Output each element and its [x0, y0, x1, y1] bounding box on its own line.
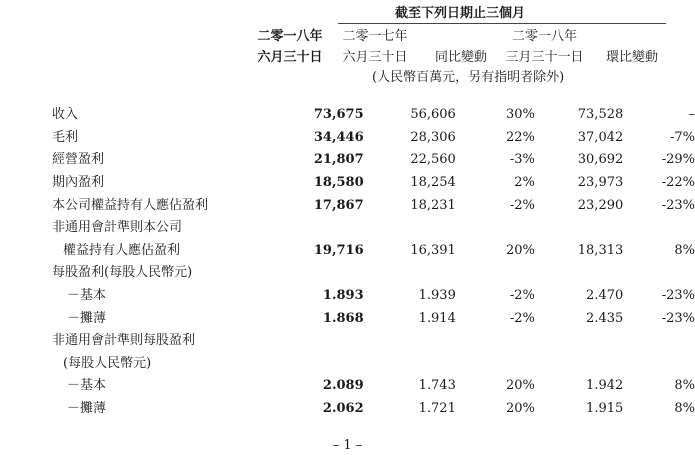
- qoq-change: –: [688, 107, 695, 123]
- value-2018-q2: 1.893: [322, 288, 364, 304]
- row-label: 本公司權益持有人應佔盈利: [52, 197, 209, 213]
- table-row: [52, 240, 695, 263]
- table-row: [52, 217, 695, 240]
- qoq-change: -29%: [661, 152, 695, 168]
- value-2017-q2: 1.939: [418, 288, 456, 304]
- qoq-change: [623, 330, 695, 353]
- value-2018-q1: 30,692: [577, 152, 624, 168]
- value-2018-q2: [276, 330, 364, 353]
- row-label: －攤薄: [67, 401, 107, 417]
- row-label: 毛利: [52, 129, 79, 145]
- value-2018-q2: 34,446: [313, 129, 364, 145]
- col5-header: 環比變動: [605, 50, 658, 65]
- row-label: 非通用會計準則每股盈利: [52, 333, 196, 349]
- value-2018-q1: 2.435: [586, 310, 624, 326]
- value-2018-q1: [535, 330, 623, 353]
- financial-table: [52, 104, 695, 420]
- value-2018-q2: 17,867: [313, 197, 364, 213]
- period-title-underline: [338, 23, 666, 24]
- table-row: [52, 353, 695, 376]
- value-2017-q2: [364, 217, 456, 240]
- qoq-change: -23%: [661, 288, 695, 304]
- table-row: [52, 262, 695, 285]
- value-2018-q2: 2.089: [322, 378, 364, 394]
- yoy-change: 2%: [514, 175, 535, 191]
- yoy-change: -2%: [509, 310, 535, 326]
- yoy-change: -2%: [509, 288, 535, 304]
- value-2017-q2: [364, 353, 456, 376]
- value-2017-q2: 18,254: [410, 175, 456, 191]
- yoy-change: -3%: [509, 152, 535, 168]
- table-row: [52, 307, 695, 330]
- value-2018-q1: 18,313: [577, 242, 624, 258]
- yoy-change: [456, 330, 535, 353]
- table-row: [52, 127, 695, 150]
- table-row: [52, 172, 695, 195]
- col1-header-line1: 二零一八年: [257, 29, 323, 44]
- value-2018-q2: 1.868: [322, 310, 364, 326]
- col4-header-line2: 三月三十一日: [505, 50, 584, 65]
- yoy-change: 22%: [505, 129, 535, 145]
- table-row: [52, 330, 695, 353]
- col2-header-line1: 二零一七年: [342, 29, 408, 44]
- row-label: 經營盈利: [52, 152, 105, 168]
- row-label: 權益持有人應佔盈利: [63, 242, 181, 258]
- value-2017-q2: 1.743: [418, 378, 456, 394]
- value-2018-q2: 19,716: [313, 242, 364, 258]
- qoq-change: -22%: [661, 175, 695, 191]
- row-label: (每股人民幣元): [63, 355, 152, 371]
- qoq-change: 8%: [674, 401, 695, 417]
- value-2018-q1: 23,973: [577, 175, 624, 191]
- qoq-change: 8%: [674, 378, 695, 394]
- table-row: [52, 398, 695, 421]
- value-2017-q2: [364, 330, 456, 353]
- value-2017-q2: 1.914: [418, 310, 456, 326]
- value-2018-q2: [276, 217, 364, 240]
- yoy-change: 20%: [505, 242, 535, 258]
- value-2018-q2: 18,580: [313, 175, 364, 191]
- col1-header-line2: 六月三十日: [257, 50, 323, 65]
- value-2017-q2: 22,560: [410, 152, 456, 168]
- qoq-change: -23%: [661, 310, 695, 326]
- yoy-change: [456, 262, 535, 285]
- yoy-change: -2%: [509, 197, 535, 213]
- yoy-change: 20%: [505, 378, 535, 394]
- value-2018-q1: 2.470: [586, 288, 624, 304]
- value-2018-q2: [276, 262, 364, 285]
- value-2018-q1: 1.915: [586, 401, 624, 417]
- qoq-change: -23%: [661, 197, 695, 213]
- value-2017-q2: 18,231: [410, 197, 456, 213]
- col4-header-line1: 二零一八年: [511, 29, 577, 44]
- yoy-change: 30%: [505, 107, 535, 123]
- row-label: －基本: [67, 288, 107, 304]
- col3-header: 同比變動: [434, 50, 487, 65]
- value-2018-q1: [535, 217, 623, 240]
- value-2018-q1: 37,042: [577, 129, 624, 145]
- value-2018-q1: 73,528: [577, 107, 624, 123]
- yoy-change: [456, 217, 535, 240]
- row-label: 每股盈利(每股人民幣元): [52, 265, 193, 281]
- row-label: 期內盈利: [52, 175, 105, 191]
- table-row: [52, 104, 695, 127]
- qoq-change: 8%: [674, 242, 695, 258]
- value-2017-q2: 56,606: [410, 107, 456, 123]
- qoq-change: [623, 262, 695, 285]
- yoy-change: [456, 353, 535, 376]
- value-2018-q2: [276, 353, 364, 376]
- value-2017-q2: [364, 262, 456, 285]
- period-title: 截至下列日期止三個月: [395, 6, 526, 21]
- qoq-change: [623, 353, 695, 376]
- table-row: [52, 149, 695, 172]
- value-2017-q2: 28,306: [410, 129, 456, 145]
- value-2018-q1: 1.942: [586, 378, 624, 394]
- col2-header-line2: 六月三十日: [342, 50, 408, 65]
- page-number: – 1 –: [332, 438, 363, 453]
- row-label: 收入: [52, 107, 79, 123]
- value-2018-q2: 73,675: [313, 107, 364, 123]
- row-label: －基本: [67, 378, 107, 394]
- qoq-change: -7%: [669, 129, 695, 145]
- yoy-change: 20%: [505, 401, 535, 417]
- table-row: [52, 194, 695, 217]
- value-2018-q1: [535, 353, 623, 376]
- row-label: －攤薄: [67, 310, 107, 326]
- unit-note: (人民幣百萬元，另有指明者除外): [372, 70, 565, 85]
- value-2018-q1: 23,290: [577, 197, 624, 213]
- value-2018-q2: 21,807: [313, 152, 364, 168]
- table-row: [52, 375, 695, 398]
- qoq-change: [623, 217, 695, 240]
- table-row: [52, 285, 695, 308]
- value-2017-q2: 16,391: [410, 242, 456, 258]
- value-2018-q1: [535, 262, 623, 285]
- row-label: 非通用會計準則本公司: [52, 220, 183, 236]
- value-2017-q2: 1.721: [418, 401, 456, 417]
- value-2018-q2: 2.062: [322, 401, 364, 417]
